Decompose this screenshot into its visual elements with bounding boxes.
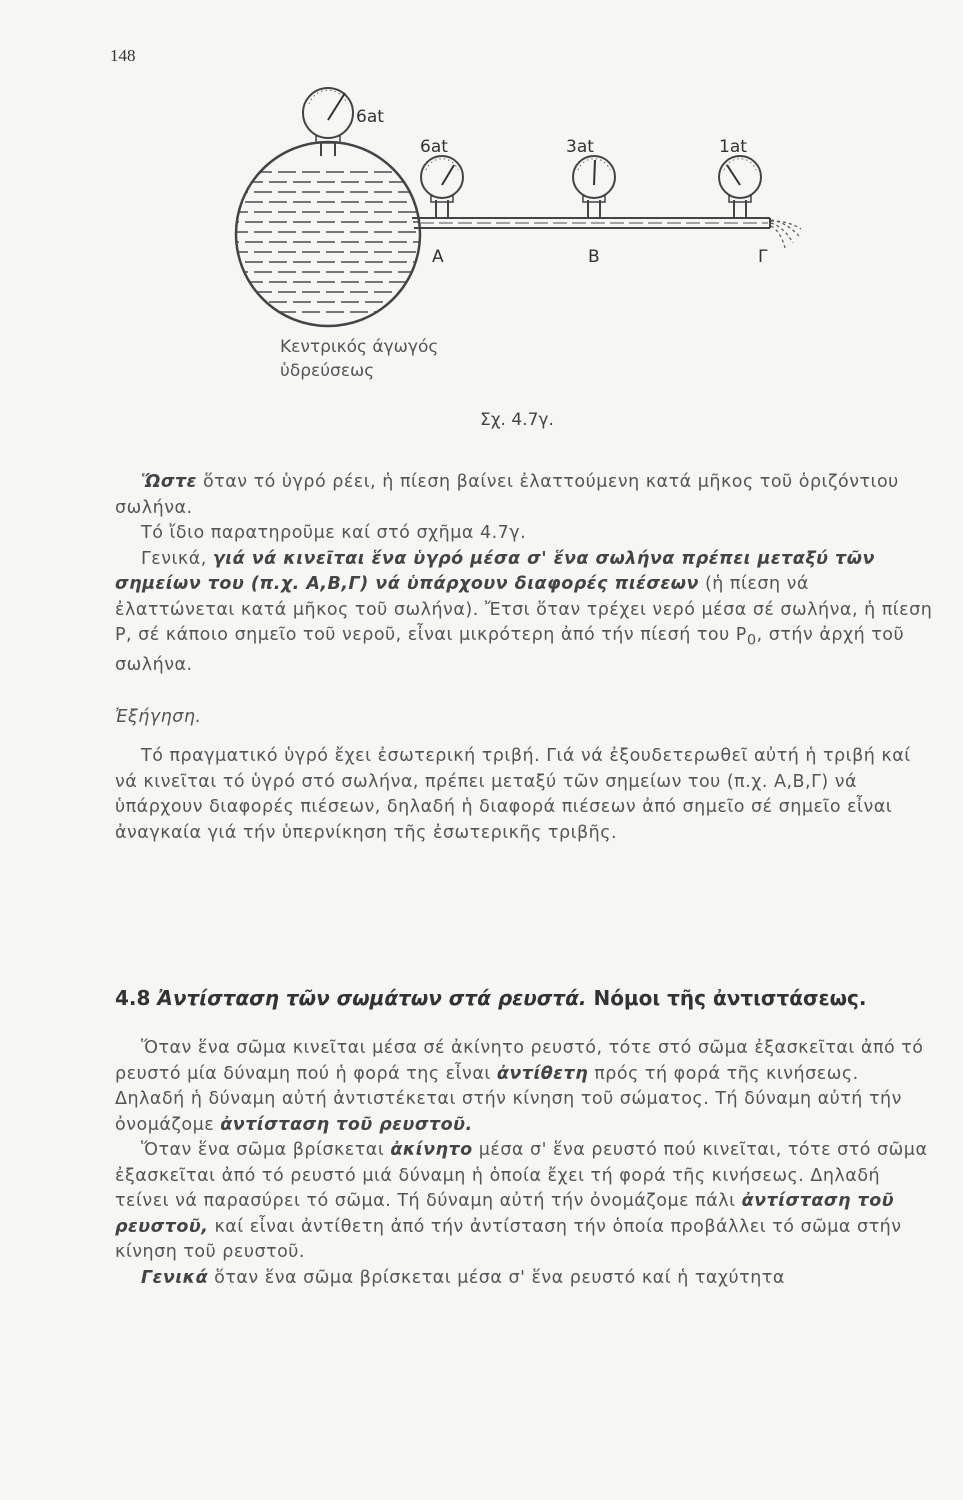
water-spray <box>771 220 801 248</box>
para6-c: μέσα σ' ἕνα ρευστό πού κινεῖται, τότε στό σῶμα ἐξασκεῖται ἀπό τό ρευστό μιά δύναμη ἡ ὁποία ἔχει τή φορά τῆς κινήσεως. Δηλαδή τείνει νά παρασύρει τό σῶμα. Τή δύναμη αὐτή τήν ὀνομάζομε πάλι <box>115 1140 928 1211</box>
main-pipe-label-2: ὑδρεύσεως <box>280 361 375 381</box>
gauge-b-label: 3at <box>566 137 594 157</box>
para3-a: Γενικά, <box>141 548 213 569</box>
section-heading <box>115 986 867 1010</box>
page-number: 148 <box>110 46 136 65</box>
para3-emph: γιά νά κινεῖται ἕνα ὑγρό μέσα σ' ἕνα σωλήνα πρέπει μεταξύ τῶν σημείων του (π.χ. Α,Β,Γ) νά ὑπάρχουν διαφορές πιέσεων <box>115 548 875 594</box>
gauge-b <box>573 156 615 218</box>
para3-d: , στήν ἀρχή τοῦ σωλήνα. <box>115 625 905 675</box>
para5-emph-2: ἀντίσταση τοῦ ρευστοῦ. <box>220 1114 473 1135</box>
point-a-label: Α <box>432 247 444 267</box>
gauge-top-label: 6at <box>356 107 384 127</box>
para6-emph-2: ἀντίσταση τοῦ ρευστοῦ, <box>115 1191 895 1237</box>
heading-part-b: Νόμοι τῆς ἀντιστάσεως. <box>593 986 867 1010</box>
gauge-c-label: 1at <box>719 137 747 157</box>
para7-emph: Γενικά <box>141 1267 209 1288</box>
main-pipe <box>236 142 420 326</box>
para5-a: Ὅταν ἕνα σῶμα κινεῖται μέσα σέ ἀκίνητο ρευστό, τότε στό σῶμα ἐξασκεῖται ἀπό τό ρευστό μία δύναμη πού ἡ φορά της εἶναι <box>115 1038 924 1084</box>
para5-emph-1: ἀντίθετη <box>496 1063 589 1084</box>
para3-c: (ἡ πίεση νά ἐλαττώνεται κατά μῆκος τοῦ σωλήνα). Ἔτσι ὅταν τρέχει νερό μέσα σέ σωλήνα, ἡ πίεση Ρ, σέ κάποιο σημεῖο τοῦ νεροῦ, εἶναι μικρότερη ἀπό τήν πίεσή του Ρ <box>115 574 933 645</box>
gauge-top <box>303 88 353 156</box>
figure-caption: Σχ. 4.7γ. <box>480 410 554 430</box>
pressure-diagram <box>0 0 963 440</box>
paragraph-3 <box>115 547 933 679</box>
paragraph-6 <box>115 1138 933 1266</box>
heading-part-a: Ἀντίσταση τῶν σωμάτων στά ρευστά. <box>157 986 587 1010</box>
para3-sub: 0 <box>746 631 757 649</box>
gauge-c <box>719 156 761 218</box>
heading-number: 4.8 <box>115 986 151 1010</box>
main-pipe-label-1: Κεντρικός άγωγός <box>280 337 439 357</box>
para1-rest: ὅταν τό ὑγρό ρέει, ἡ πίεση βαίνει ἐλαττούμενη κατά μῆκος τοῦ ὁριζόντιου σωλήνα. <box>115 472 899 518</box>
explain-title: Ἐξήγηση. <box>115 706 202 727</box>
gauge-a <box>421 156 463 218</box>
paragraph-2: Τό ἴδιο παρατηροῦμε καί στό σχῆμα 4.7γ. <box>141 523 527 543</box>
body-text-bottom <box>115 1036 933 1291</box>
paragraph-5 <box>115 1036 933 1138</box>
paragraph-4: Τό πραγματικό ὑγρό ἔχει ἐσωτερική τριβή. Γιά νά ἐξουδετερωθεῖ αὐτή ἡ τριβή καί νά κινεῖται τό ὑγρό στό σωλήνα, πρέπει μεταξύ τῶν σημείων του (π.χ. Α,Β,Γ) νά ὑπάρχουν διαφορές πιέσεων, δηλαδή ἡ διαφορά πιέσεων ἀπό σημεῖο σέ σημεῖο εἶναι ἀναγκαία γιά τήν ὑπερνίκηση τῆς ἐσωτερικῆς τριβῆς. <box>115 746 911 843</box>
para7-b: ὅταν ἕνα σῶμα βρίσκεται μέσα σ' ἕνα ρευστό καί ἡ ταχύτητα <box>208 1267 785 1288</box>
body-text-top <box>115 470 933 846</box>
gauge-a-label: 6at <box>420 137 448 157</box>
para5-c: πρός τή φορά τῆς κινήσεως. Δηλαδή ἡ δύναμη αὐτή ἀντιστέκεται στήν κίνηση τοῦ σώματος. Τή δύναμη αὐτή τήν ὀνομάζομε <box>115 1063 902 1135</box>
para6-a: Ὅταν ἕνα σῶμα βρίσκεται <box>141 1140 391 1160</box>
para1-lead: Ὥστε <box>141 472 197 492</box>
para6-emph-1: ἀκίνητο <box>390 1140 473 1160</box>
point-b-label: Β <box>588 247 600 267</box>
paragraph-1 <box>115 470 933 521</box>
paragraph-7 <box>115 1266 933 1292</box>
para6-e: καί εἶναι ἀντίθετη ἀπό τήν ἀντίσταση τήν ὁποία προβάλλει τό σῶμα στήν κίνηση τοῦ ρευστοῦ. <box>115 1216 902 1262</box>
point-c-label: Γ <box>758 247 768 267</box>
